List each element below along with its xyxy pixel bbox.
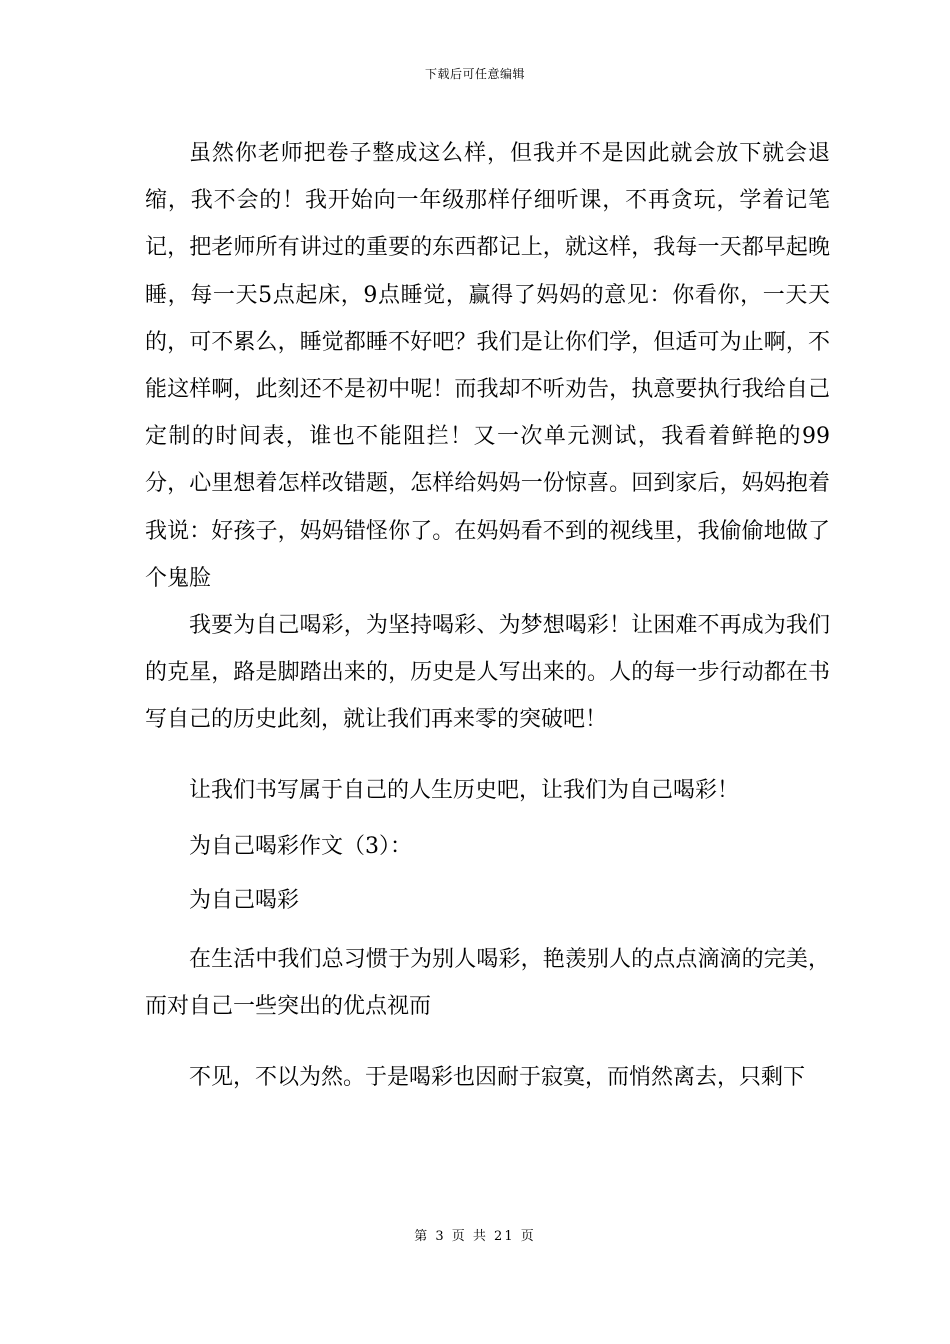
- paragraph: 不见，不以为然。于是喝彩也因耐于寂寞，而悄然离去，只剩下: [189, 1065, 806, 1090]
- paragraph: 我要为自己喝彩，为坚持喝彩、为梦想喝彩！让困难不再成为我们的克星，路是脚踏出来的，历史是人写出来的。人的每一步行动都在书写自己的历史此刻，就让我们再来零的突破吧！: [145, 613, 830, 733]
- essay-title: 为自己喝彩: [189, 888, 300, 913]
- paragraph: 虽然你老师把卷子整成这么样，但我并不是因此就会放下就会退缩，我不会的！我开始向一年级那样仔细听课，不再贪玩，学着记笔记，把老师所有讲过的重要的东西都记上，就这样，我每一天都早起晚睡，每一天5点起床，9点睡觉，赢得了妈妈的意见：你看你，一天天的，可不累么，睡觉都睡不好吧？我们是让你们学，但适可为止啊，不能这样啊，此刻还不是初中呢！而我却不听劝告，执意要执行我给自己定制的时间表，谁也不能阻拦！又一次单元测试，我看着鲜艳的99分，心里想着怎样改错题，怎样给妈妈一份惊喜。回到家后，妈妈抱着我说：好孩子，妈妈错怪你了。在妈妈看不到的视线里，我偷偷地做了个鬼脸: [145, 141, 830, 591]
- section-title: 为自己喝彩作文（3）：: [189, 834, 412, 859]
- paragraph: 在生活中我们总习惯于为别人喝彩，艳羡别人的点点滴滴的完美，而对自己一些突出的优点视而: [145, 947, 830, 1020]
- paragraph: 让我们书写属于自己的人生历史吧，让我们为自己喝彩！: [189, 778, 740, 803]
- page-header: 下载后可任意编辑: [424, 67, 525, 81]
- page-footer: 第 3 页 共 21 页: [414, 1229, 536, 1244]
- document-body: [145, 130, 830, 1104]
